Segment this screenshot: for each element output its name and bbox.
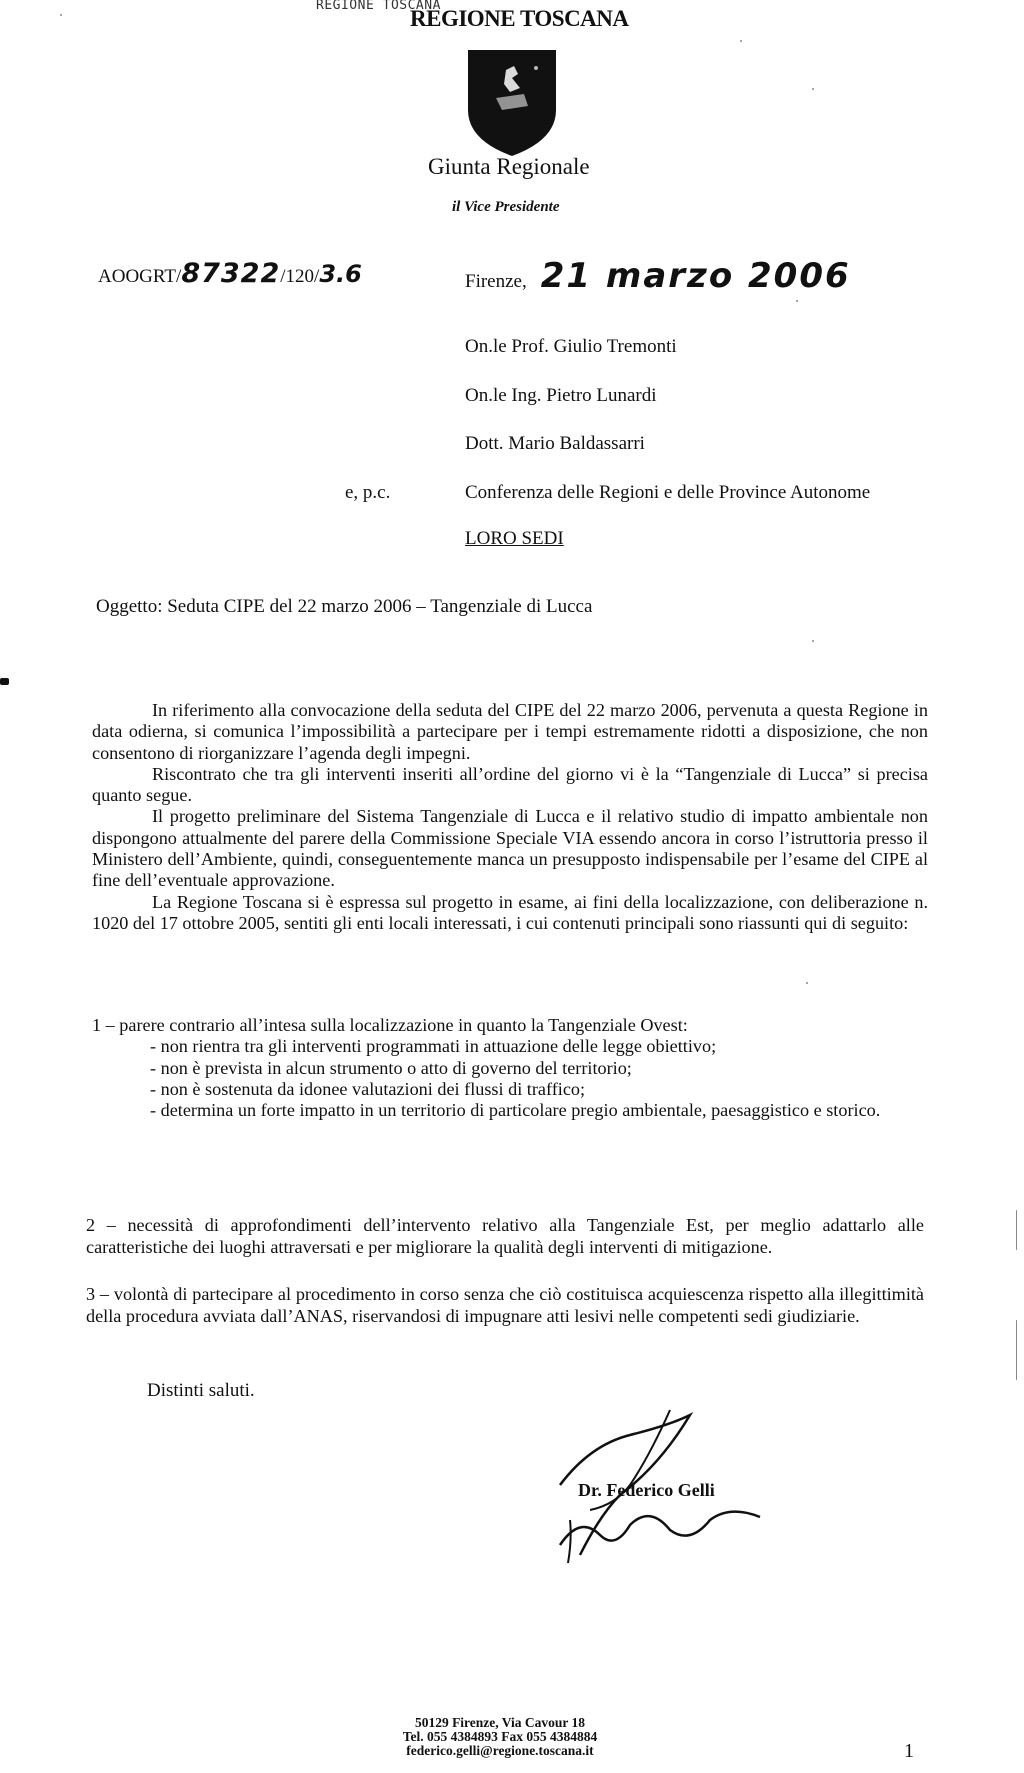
point-3: 3 – volontà di partecipare al procedimento in corso senza che ciò costituisca acquiescenza rispetto alla illegittimità della procedura avviata dall’ANAS, riservandosi di impugnare atti lesivi nelle competenti sedi giudiziarie. [86, 1284, 924, 1326]
footer-phone: Tel. 055 4384893 Fax 055 4384884 [402, 1729, 598, 1744]
body-paragraph-2: Riscontrato che tra gli interventi inseriti all’ordine del giorno vi è la “Tangenziale di Lucca” si precisa quanto segue. [92, 763, 928, 806]
protocol-prefix: AOOGRT/ [98, 266, 182, 287]
cc-label: e, p.c. [345, 482, 391, 503]
protocol-handwritten-number: 87322 [181, 258, 281, 289]
signatory-name: Dr. Federico Gelli [578, 1480, 715, 1500]
footer-email: federico.gelli@regione.toscana.it [406, 1743, 594, 1758]
protocol-middle: /120/ [280, 266, 320, 287]
point-1-item: - determina un forte impatto in un territorio di particolare pregio ambientale, paesaggistico e storico. [150, 1100, 881, 1121]
recipient-1: On.le Prof. Giulio Tremonti [465, 336, 677, 357]
date-line [465, 256, 851, 296]
region-heading: REGIONE TOSCANA [410, 6, 629, 31]
footer-street: 50129 Firenze, Via Cavour 18 [414, 1715, 586, 1730]
date-place: Firenze, [465, 271, 527, 292]
letter-body [92, 700, 928, 934]
page-number: 1 [904, 1740, 914, 1762]
loro-sedi: LORO SEDI [465, 528, 564, 549]
body-paragraph-1: In riferimento alla convocazione della seduta del CIPE del 22 marzo 2006, pervenuta a questa Regione in data odierna, si comunica l’impossibilità a partecipare per i tempi estremamente ridotti a disposizione, che non consentono di riorganizzare l’agenda degli impegni. [92, 700, 928, 763]
giunta-regionale-label: Giunta Regionale [428, 154, 590, 179]
recipient-3: Dott. Mario Baldassarri [465, 433, 645, 454]
recipient-2: On.le Ing. Pietro Lunardi [465, 385, 657, 406]
point-1-item: - non è sostenuta da idonee valutazioni dei flussi di traffico; [150, 1078, 586, 1099]
body-paragraph-3: Il progetto preliminare del Sistema Tangenziale di Lucca e il relativo studio di impatto ambientale non dispongono attualmente del parere della Commissione Speciale VIA essendo ancora in corso l’istruttoria presso il Ministero dell’Ambiente, quindi, conseguentemente manca un presupposto indispensabile per l’esame del CIPE al fine dell’eventuale approvazione. [92, 806, 928, 891]
point-1 [92, 1015, 928, 1121]
protocol-handwritten-class: 3.6 [319, 260, 362, 288]
handwritten-date: 21 marzo 2006 [540, 256, 851, 296]
point-1-item: - non è prevista in alcun strumento o atto di governo del territorio; [150, 1057, 632, 1078]
point-1-item: - non rientra tra gli interventi programmati in attuazione delle legge obiettivo; [150, 1036, 717, 1057]
point-1-lead: 1 – parere contrario all’intesa sulla localizzazione in quanto la Tangenziale Ovest: [92, 1015, 688, 1035]
vice-president-label: il Vice Presidente [452, 199, 560, 215]
recipient-4: Conferenza delle Regioni e delle Province Autonome [465, 482, 871, 503]
regional-emblem-icon [466, 48, 558, 158]
protocol-number [98, 258, 362, 289]
footer-address [380, 1716, 620, 1758]
subject-line: Oggetto: Seduta CIPE del 22 marzo 2006 – Tangenziale di Lucca [96, 596, 593, 617]
point-2: 2 – necessità di approfondimenti dell’intervento relativo alla Tangenziale Est, per meglio adattarlo alle caratteristiche dei luoghi attraversati e per migliorare la qualità degli interventi di mitigazione. [86, 1215, 924, 1257]
body-paragraph-4: La Regione Toscana si è espressa sul progetto in esame, ai fini della localizzazione, con deliberazione n. 1020 del 17 ottobre 2005, sentiti gli enti locali interessati, i cui contenuti principali sono riassunti qui di seguito: [92, 891, 928, 933]
fax-header-stamp: REGIONE TOSCANA [316, 0, 441, 13]
margin-mark [0, 678, 9, 685]
closing-salutation: Distinti saluti. [147, 1380, 255, 1401]
